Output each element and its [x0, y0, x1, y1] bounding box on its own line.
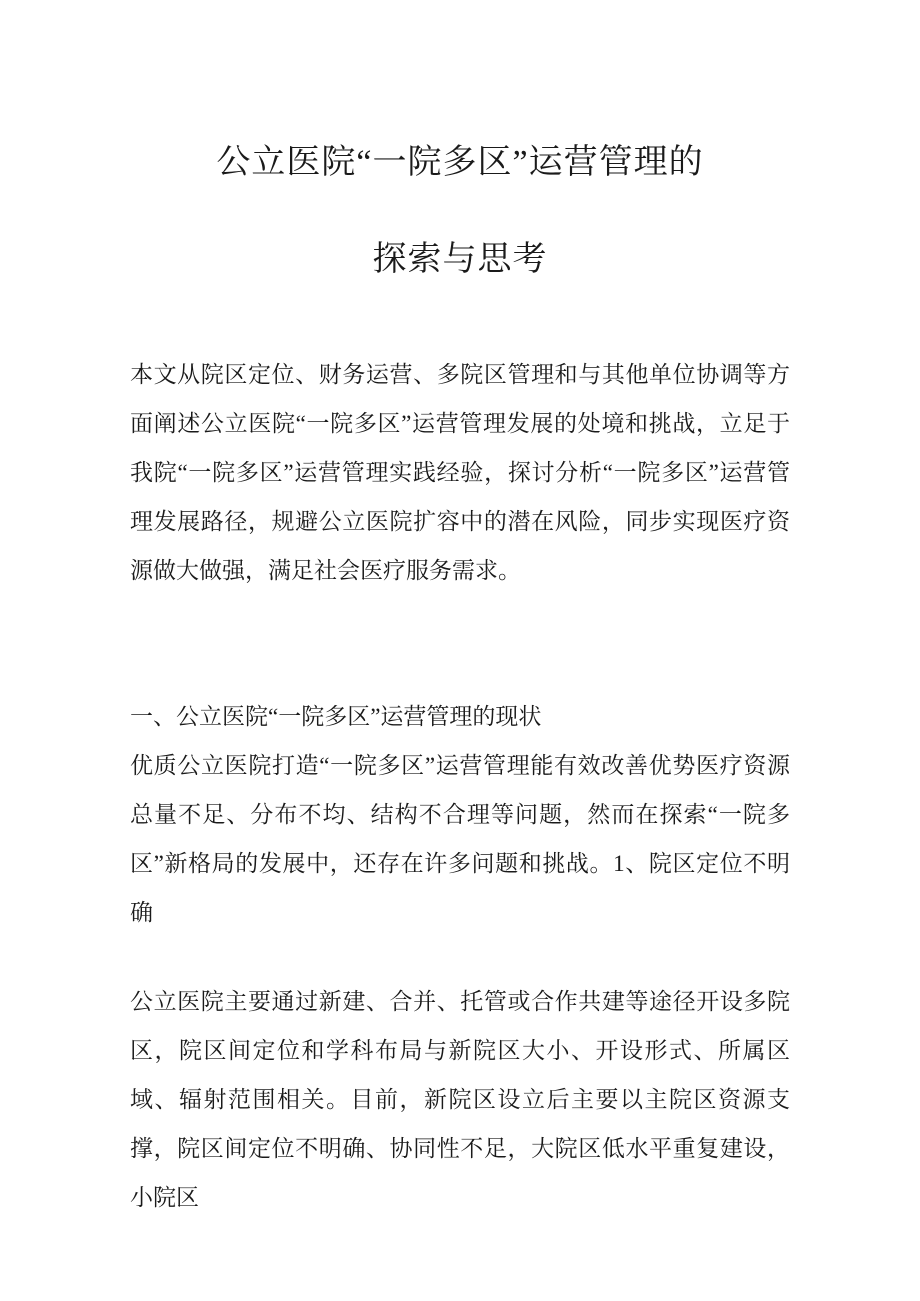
abstract-paragraph: 本文从院区定位、财务运营、多院区管理和与其他单位协调等方面阐述公立医院“一院多区”运营管理发展的处境和挑战，立足于我院“一院多区”运营管理实践经验，探讨分析“一院多区”运营管理发展路径，规避公立医院扩容中的潜在风险，同步实现医疗资源做大做强，满足社会医疗服务需求。 [130, 362, 790, 583]
closing-paragraph: 公立医院主要通过新建、合并、托管或合作共建等途径开设多院区，院区间定位和学科布局与新院区大小、开设形式、所属区域、辐射范围相关。目前，新院区设立后主要以主院区资源支撑，院区间定位不明确、协同性不足，大院区低水平重复建设，小院区 [130, 989, 790, 1210]
section-1-paragraph: 优质公立医院打造“一院多区”运营管理能有效改善优势医疗资源总量不足、分布不均、结构不合理等问题，然而在探索“一院多区”新格局的发展中，还存在许多问题和挑战。1、院区定位不明确 [130, 753, 790, 925]
section-1-heading: 一、公立医院“一院多区”运营管理的现状 [130, 704, 542, 729]
title-line-2: 探索与思考 [372, 241, 548, 278]
document-title [130, 114, 790, 308]
section-1 [130, 692, 790, 937]
title-line-1: 公立医院“一院多区”运营管理的 [216, 144, 704, 181]
